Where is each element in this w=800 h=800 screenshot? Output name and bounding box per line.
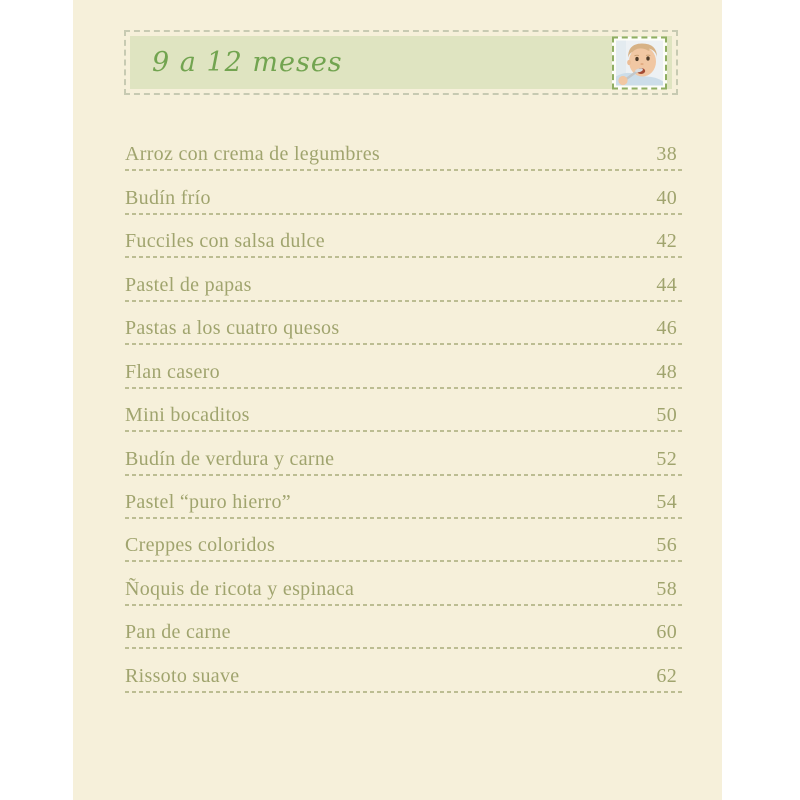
toc-entry xyxy=(125,606,683,649)
toc-entry-label: Budín frío xyxy=(125,186,211,209)
toc-entry-page: 48 xyxy=(656,360,677,383)
toc-entry-page: 62 xyxy=(656,664,677,687)
toc-entry xyxy=(125,389,683,432)
toc-entry-page: 60 xyxy=(656,621,677,644)
baby-photo-illustration xyxy=(616,40,663,85)
toc-entry-label: Pastel de papas xyxy=(125,273,252,296)
toc-entry-label: Arroz con crema de legumbres xyxy=(125,143,380,166)
toc-entry xyxy=(125,128,683,171)
toc-entry-label: Pastas a los cuatro quesos xyxy=(125,317,340,340)
toc-entry-page: 44 xyxy=(656,273,677,296)
toc-entry-page: 38 xyxy=(656,143,677,166)
toc-entry-page: 50 xyxy=(656,404,677,427)
toc-entry-label: Ñoquis de ricota y espinaca xyxy=(125,577,355,600)
toc-entry-page: 52 xyxy=(656,447,677,470)
toc-entry xyxy=(125,215,683,258)
toc-entry xyxy=(125,476,683,519)
toc-entry-page: 54 xyxy=(656,490,677,513)
toc-entry-page: 40 xyxy=(656,186,677,209)
toc-entry xyxy=(125,432,683,475)
toc-entry xyxy=(125,171,683,214)
toc-entry xyxy=(125,345,683,388)
toc-entry xyxy=(125,562,683,605)
toc-entry xyxy=(125,519,683,562)
chapter-header xyxy=(130,36,672,89)
toc-entry-label: Creppes coloridos xyxy=(125,534,276,557)
toc-entry-label: Rissoto suave xyxy=(125,664,240,687)
toc-entry xyxy=(125,258,683,301)
baby-photo xyxy=(612,36,667,89)
toc-entry-page: 56 xyxy=(656,534,677,557)
toc-entry xyxy=(125,302,683,345)
toc-entry-label: Mini bocaditos xyxy=(125,404,250,427)
chapter-header-frame xyxy=(124,30,678,95)
table-of-contents xyxy=(125,128,683,693)
toc-entry-label: Budín de verdura y carne xyxy=(125,447,335,470)
toc-entry-label: Pastel “puro hierro” xyxy=(125,490,291,513)
toc-entry-label: Flan casero xyxy=(125,360,220,383)
toc-entry-label: Pan de carne xyxy=(125,621,231,644)
toc-entry-page: 46 xyxy=(656,317,677,340)
toc-entry-page: 58 xyxy=(656,577,677,600)
content-panel xyxy=(73,0,722,800)
toc-entry-page: 42 xyxy=(656,230,677,253)
toc-entry-label: Fucciles con salsa dulce xyxy=(125,230,325,253)
chapter-title: 9 a 12 meses xyxy=(152,47,343,78)
toc-entry xyxy=(125,649,683,692)
